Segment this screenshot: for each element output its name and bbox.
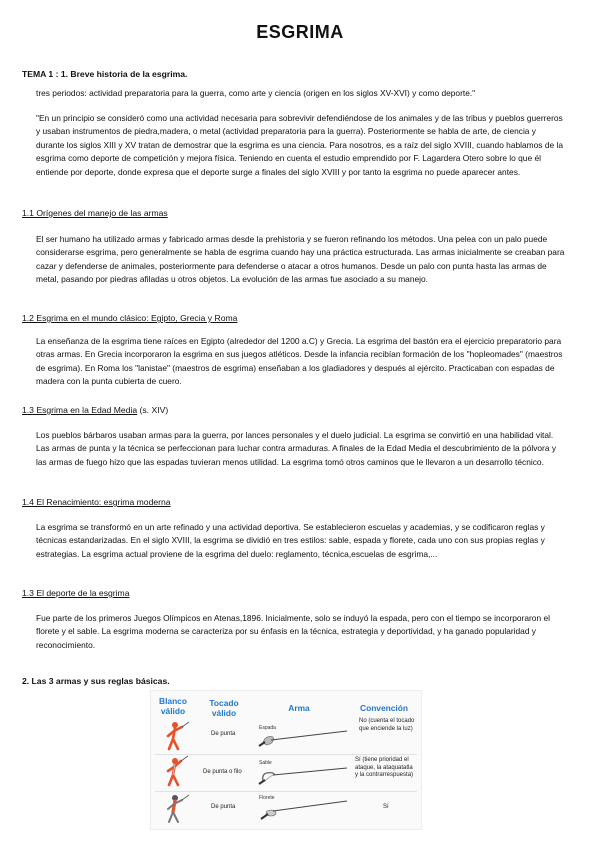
row-florete-tocado: De punta [211,804,236,810]
subsection-1-3-suffix: (s. XIV) [137,405,169,415]
section-1-paragraph-2: "En un principio se consideró como una actividad necesaria para sobrevivir defendiéndose de los animales y de las tribus y pueblos guerreros y usaban instrumentos de piedra,madera, o metal (actividad preparatoria para la guerra). Posteriormente se habla de arte, de ciencia y durante los siglos XIII y XV tratan de demostrar que la esgrima es una ciencia. Para nosotros, es a raíz del siglo XVIII, cuando hablamos de la esgrima como deporte de competición y mejora física. Teniendo en cuenta el estudio emprendido por F. Lagardera Otero sobre lo que él entiende por deporte, donde expresa que el deporte surge a finales del siglo XVIII y por tanto la esgrima no puede aparecer antes. [36,113,563,177]
header-blanco-line1: Blanco [159,696,187,706]
row-sable-tocado: De punta o filo [203,769,242,775]
subsection-1-2-title: 1.2 Esgrima en el mundo clásico: Egipto, Grecia y Roma [22,313,238,323]
subsection-1-4-text: La esgrima se transformó en un arte refinado y una actividad deportiva. Se establecieron escuelas y academias, y se codificaron reglas y técnicas estandarizadas. En el siglo XVIII, la esgrima se dividió en tres estilos: sable, espada y florete, cada uno con sus propias reglas y estrategias. La esgrima actual proviene de la esgrima del duelo: reglamento, técnica,escuelas de esgrima,... [36,522,545,559]
fencer-target-espada-icon [157,719,191,753]
espada-weapon-icon [259,729,349,749]
subsection-1-1-title: 1.1 Orígenes del manejo de las armas [22,208,168,218]
subsection-1-4-title: 1.4 El Renacimiento: esgrima moderna [22,497,171,507]
header-tocado-line1: Tocado [209,698,239,708]
subsection-1-5-heading [22,588,130,598]
subsection-1-2-heading [22,313,237,323]
subsection-1-3-heading [22,405,168,415]
page-title: ESGRIMA [256,22,344,42]
row-florete-convencion: Sí [383,804,389,810]
row-sable-convencion: Sí (tiene prioridad el ataque, la ataquatatla y la contrarrespuesta) [355,757,414,778]
fencer-target-florete-icon [157,792,191,826]
fencer-target-sable-icon [157,755,191,789]
subsection-1-3-title: 1.3 Esgrima en la Edad Media [22,405,138,415]
row-sable-arma-label: Sable [259,760,272,766]
row-espada-arma-label: Espada [259,725,276,731]
row-florete-arma-label: Florete [259,795,275,801]
header-blanco [151,696,195,716]
subsection-1-3-text: Los pueblos bárbaros usaban armas para la guerra, por lances personales y el duelo judicial. La esgrima se convirtió en una habilidad vital. Las armas de punta y la técnica se perfeccionan para luchar contra armaduras. A finales de la Edad Media el descubrimiento de la pólvora y las armas de fuego hizo que las espadas tuvieran menos utilidad. La esgrima tomó otros caminos que le llevaron a un desarrollo técnico. [36,430,557,467]
florete-weapon-icon [259,799,349,821]
row-divider-1 [155,754,417,755]
section-2-heading: 2. Las 3 armas y sus reglas básicas. [22,676,170,686]
row-espada-tocado: De punta [211,731,236,737]
header-tocado [197,698,251,718]
header-blanco-line2: válido [160,706,186,716]
subsection-1-5-text: Fue parte de los primeros Juegos Olímpicos en Atenas,1896. Inicialmente, solo se induyó la espada, pero con el tiempo se incorporaron el florete y el sable. La esgrima moderna se caracteriza por su énfasis en la técnica, estrategia y deportividad, y ha ganado popularidad y reconocimiento. [36,613,550,650]
weapons-table [150,690,422,830]
subsection-1-2-text: La enseñanza de la esgrima tiene raíces en Egipto (alrededor del 1200 a.C) y Grecia. La esgrima del bastón era el ejercicio preparatorio para otras armas. En Grecia incorporaron la esgrima en sus juegos atléticos. Desde la infancia recibían formación de los "hopleomades" (maestros de esgrima). En Roma los "lanistae" (maestros de esgrima) enseñaban a los gladiadores y después al ejército. Practicaban con espadas de madera con la punta cubierta de cuero. [36,336,563,387]
subsection-1-1-heading [22,208,168,218]
subsection-1-5-title: 1.3 El deporte de la esgrima [22,588,130,598]
header-arma: Arma [288,703,310,713]
section-1-paragraph-1: tres periodos: actividad preparatoria para la guerra, como arte y ciencia (origen en los siglos XV-XVI) y como deporte." [36,88,476,98]
header-convencion: Convención [360,703,408,713]
header-tocado-line2: válido [211,708,237,718]
row-divider-2 [155,791,417,792]
sable-weapon-icon [259,765,349,787]
row-espada-convencion: No (cuenta el tocado que enciende la luz) [359,718,415,732]
subsection-1-1-text: El ser humano ha utilizado armas y fabricado armas desde la prehistoria y se fueron refinando los métodos. Una pelea con un palo puede considerarse esgrima, pero generalmente se habla de esgrima cuando hay una práctica estructurada. Las armas inicialmente se creaban para cazar y defenderse de animales, posteriormente para defenderse o atacar a otros humanos. Desde un palo con punta hasta las armas de metal, pasando por piedras afiladas u otros objetos. La evolución de las armas fue asociado a su manejo. [36,234,565,285]
section-1-heading: TEMA 1 : 1. Breve historia de la esgrima. [22,69,188,79]
subsection-1-4-heading [22,497,171,507]
